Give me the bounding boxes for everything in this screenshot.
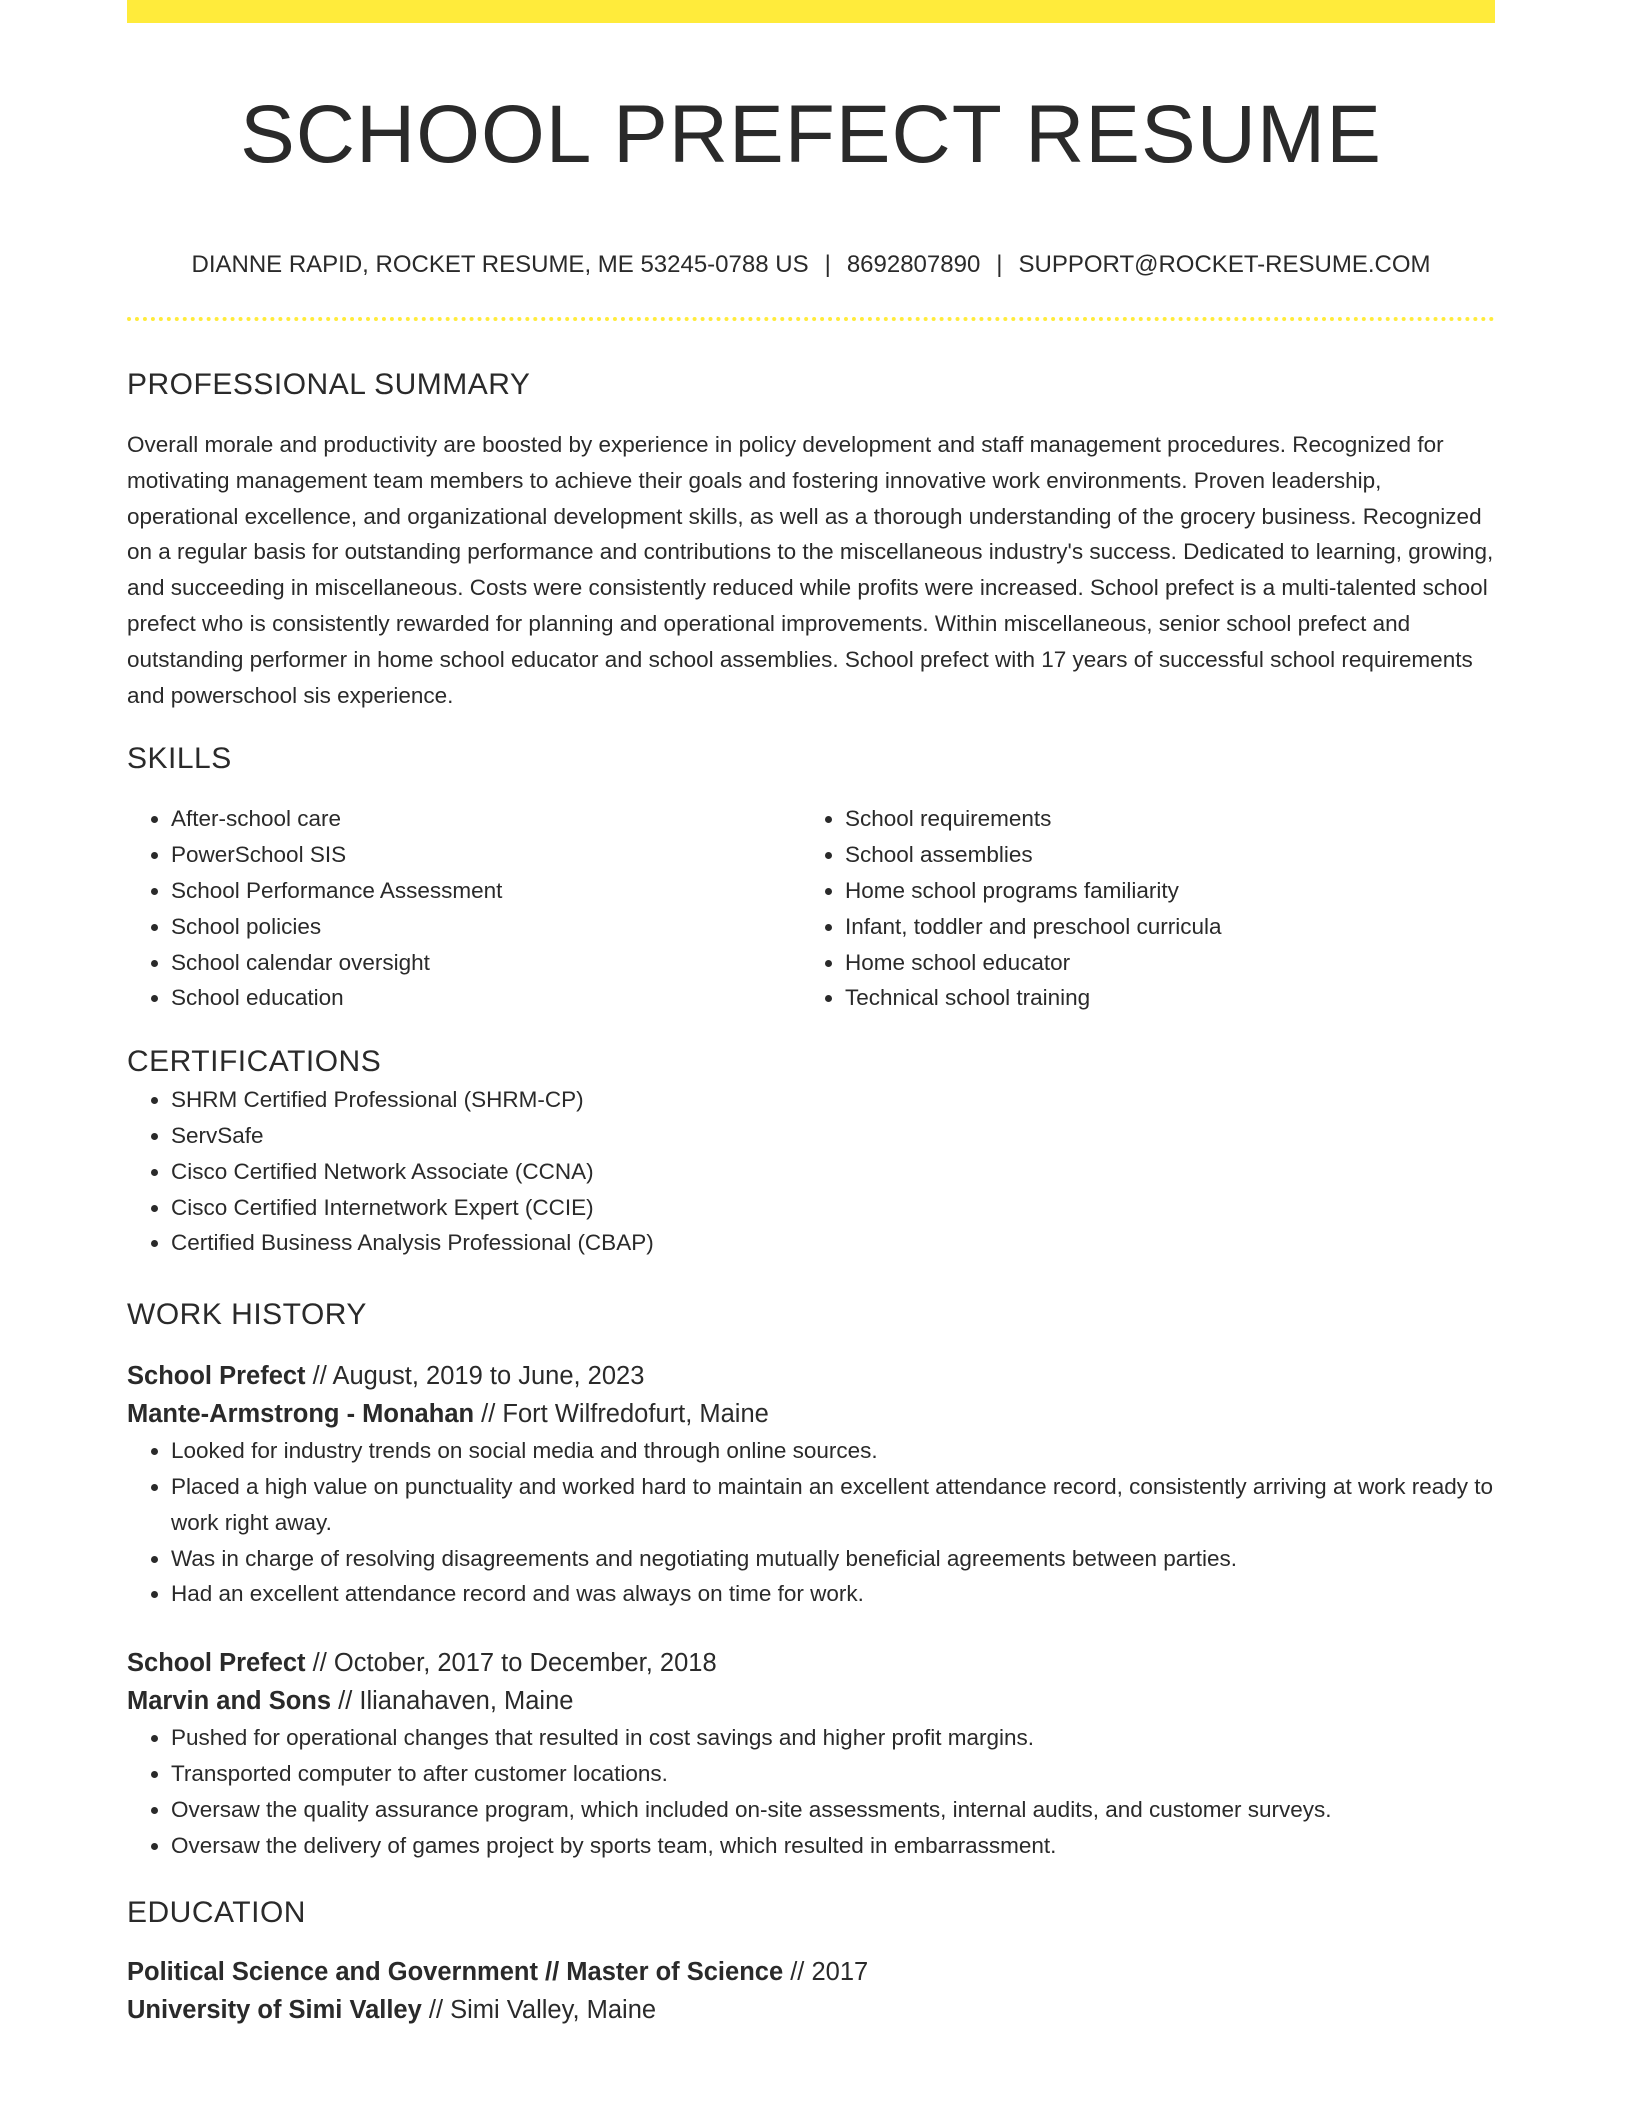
skill-item: • School Performance Assessment	[171, 873, 801, 909]
job-bullet: • Had an excellent attendance record and was always on time for work.	[171, 1576, 1495, 1612]
contact-phone: 8692807890	[846, 251, 981, 278]
education-degree-line	[127, 1953, 1495, 1991]
job-bullet: • Transported computer to after customer locations.	[171, 1756, 1495, 1792]
resume-page	[127, 0, 1495, 2029]
certification-item: • Cisco Certified Internetwork Expert (CCIE)	[171, 1190, 1495, 1226]
contact-line	[127, 249, 1495, 281]
job-dates: // August, 2019 to June, 2023	[305, 1362, 645, 1391]
contact-email: SUPPORT@ROCKET-RESUME.COM	[1018, 251, 1431, 278]
job-company: Marvin and Sons	[127, 1687, 332, 1716]
skill-item: • School policies	[171, 909, 801, 945]
job-bullet-list	[127, 1720, 1495, 1863]
skills-heading: SKILLS	[127, 742, 232, 776]
job-company: Mante-Armstrong - Monahan	[127, 1400, 475, 1429]
job-bullet: • Placed a high value on punctuality and worked hard to maintain an excellent attendance record, consistently arriving at work ready to work right away.	[171, 1469, 1495, 1541]
certifications-list	[127, 1082, 1495, 1261]
skill-item: • School calendar oversight	[171, 945, 801, 981]
skill-item: • School assemblies	[845, 837, 1475, 873]
skills-column-left	[127, 801, 801, 1016]
education-year: // 2017	[783, 1958, 869, 1987]
job-title: School Prefect	[127, 1362, 306, 1391]
skill-item: • Home school educator	[845, 945, 1475, 981]
job-bullet: • Oversaw the quality assurance program, which included on-site assessments, internal audits, and customer surveys.	[171, 1792, 1495, 1828]
education-heading: EDUCATION	[127, 1896, 306, 1930]
contact-address: DIANNE RAPID, ROCKET RESUME, ME 53245-0788 US	[191, 251, 809, 278]
certifications-heading: CERTIFICATIONS	[127, 1045, 382, 1079]
summary-text: Overall morale and productivity are boosted by experience in policy development and staff management procedures. Recognized for motivating management team members to achieve their goals and fostering innovative work environments. Proven leadership, operational excellence, and organizational development skills, as well as a thorough understanding of the grocery business. Recognized on a regular basis for outstanding performance and contributions to the miscellaneous industry's success. Dedicated to learning, growing, and succeeding in miscellaneous. Costs were consistently reduced while profits were increased. School prefect is a multi-talented school prefect who is consistently rewarded for planning and operational improvements. Within miscellaneous, senior school prefect and outstanding performer in home school educator and school assemblies. School prefect with 17 years of successful school requirements and powerschool sis experience.	[127, 432, 1494, 708]
education-school: University of Simi Valley	[127, 1996, 422, 2025]
job-title-line	[127, 1357, 1495, 1395]
skill-item: • After-school care	[171, 801, 801, 837]
skills-grid	[127, 801, 1495, 1016]
skills-column-right	[801, 801, 1475, 1016]
skill-item: • Infant, toddler and preschool curricula	[845, 909, 1475, 945]
skill-item: • School requirements	[845, 801, 1475, 837]
top-accent-bar	[127, 0, 1495, 23]
skills-list-left	[127, 801, 801, 1016]
contact-separator: |	[824, 251, 831, 278]
job-company-line	[127, 1682, 1495, 1720]
certification-item: • SHRM Certified Professional (SHRM-CP)	[171, 1082, 1495, 1118]
job-bullet: • Looked for industry trends on social media and through online sources.	[171, 1433, 1495, 1469]
job-bullet-list	[127, 1433, 1495, 1612]
summary-heading: PROFESSIONAL SUMMARY	[127, 368, 531, 401]
job-location: // Fort Wilfredofurt, Maine	[474, 1400, 769, 1429]
contact-separator: |	[996, 251, 1003, 278]
skill-item: • Home school programs familiarity	[845, 873, 1475, 909]
certification-item: • ServSafe	[171, 1118, 1495, 1154]
certification-item: • Certified Business Analysis Professional (CBAP)	[171, 1225, 1495, 1261]
education-school-line	[127, 1991, 1495, 2029]
job-title: School Prefect	[127, 1649, 306, 1678]
education-degree: Political Science and Government // Master of Science	[127, 1958, 784, 1987]
skill-item: • PowerSchool SIS	[171, 837, 801, 873]
skill-item: • School education	[171, 980, 801, 1016]
certification-item: • Cisco Certified Network Associate (CCNA)	[171, 1154, 1495, 1190]
job-company-line	[127, 1395, 1495, 1433]
job-bullet: • Oversaw the delivery of games project by sports team, which resulted in embarrassment.	[171, 1828, 1495, 1864]
job-location: // Ilianahaven, Maine	[331, 1687, 574, 1716]
job-bullet: • Pushed for operational changes that resulted in cost savings and higher profit margins.	[171, 1720, 1495, 1756]
skill-item: • Technical school training	[845, 980, 1475, 1016]
resume-title: SCHOOL PREFECT RESUME	[240, 89, 1382, 180]
dotted-divider	[127, 317, 1495, 321]
work-history-heading: WORK HISTORY	[127, 1298, 367, 1332]
skills-list-right	[801, 801, 1475, 1016]
education-location: // Simi Valley, Maine	[421, 1996, 657, 2025]
job-bullet: • Was in charge of resolving disagreements and negotiating mutually beneficial agreements between parties.	[171, 1541, 1495, 1577]
job-dates: // October, 2017 to December, 2018	[305, 1649, 717, 1678]
job-title-line	[127, 1644, 1495, 1682]
